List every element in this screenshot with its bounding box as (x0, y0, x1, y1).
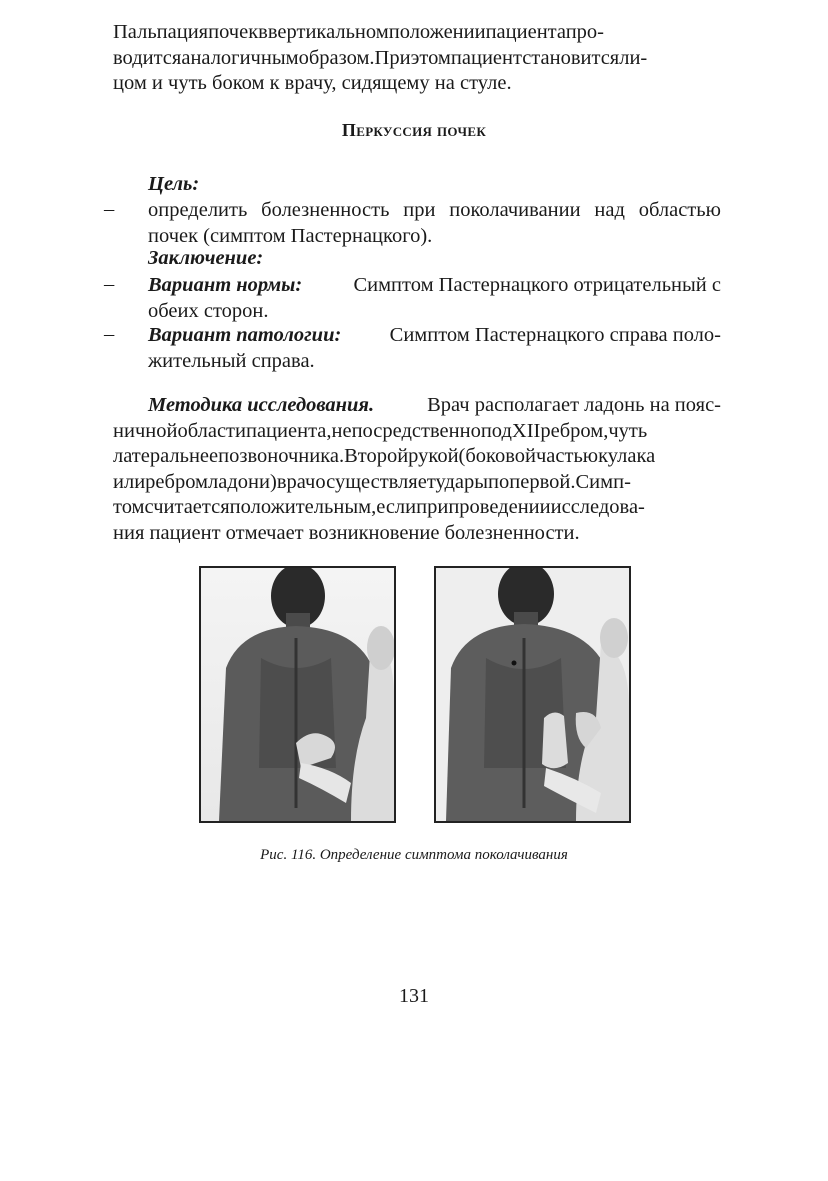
pathology-dash: – (104, 323, 115, 345)
pathology-text-cont: жительный справа. (148, 349, 315, 372)
photo-right (434, 566, 631, 823)
intro-line: Пальпацияпочекввертикальномположениипациентапро- (113, 21, 605, 43)
conclusion-label: Заключение: (148, 247, 264, 269)
goal-label: Цель: (148, 173, 200, 195)
pathology-term: Вариант патологии: (148, 324, 342, 346)
norm-text: Симптом Пастернацкого отрицательный с (353, 274, 721, 296)
intro-line: водитсяаналогичнымобразом.Приэтомпациентстановитсяли- (113, 46, 648, 69)
goal-dash: – (104, 198, 115, 220)
photo-right-illustration (436, 568, 629, 821)
section-heading: Перкуссия почек (341, 120, 487, 140)
norm-item (148, 273, 721, 324)
intro-paragraph (113, 20, 721, 97)
norm-term: Вариант нормы: (148, 274, 303, 296)
figure-caption: Рис. 116. Определение симптома поколачивания (260, 847, 568, 863)
photo-left-illustration (201, 568, 394, 821)
figure-photos (199, 566, 629, 826)
page-number: 131 (399, 985, 429, 1007)
pathology-item (148, 323, 721, 374)
method-paragraph: Методика исследования. Врач располагает ладонь на пояс- ничнойобластипациента,непосредственноподXIIребром,чуть латеральнеепозвоночника.Второйрукой(боковойчастьюкулака илиребромладони)врачосуществляетударыпопервой.Симп- томсчитаетсяположительным,еслиприпроведенииисследова- ния пациент отмечает возникновение болезненности. (113, 394, 721, 544)
norm-text-cont: обеих сторон. (148, 299, 269, 322)
photo-left (199, 566, 396, 823)
pathology-text: Симптом Пастернацкого справа поло- (389, 324, 721, 346)
method-term: Методика исследования. (148, 394, 375, 416)
goal-text: определить болезненность при поколачивании над областью почек (симптом Пастернацкого). (148, 199, 721, 247)
intro-line: цом и чуть боком к врачу, сидящему на стуле. (113, 72, 512, 94)
method-text: Врач располагает ладонь на пояс- (427, 394, 721, 416)
norm-dash: – (104, 273, 115, 295)
